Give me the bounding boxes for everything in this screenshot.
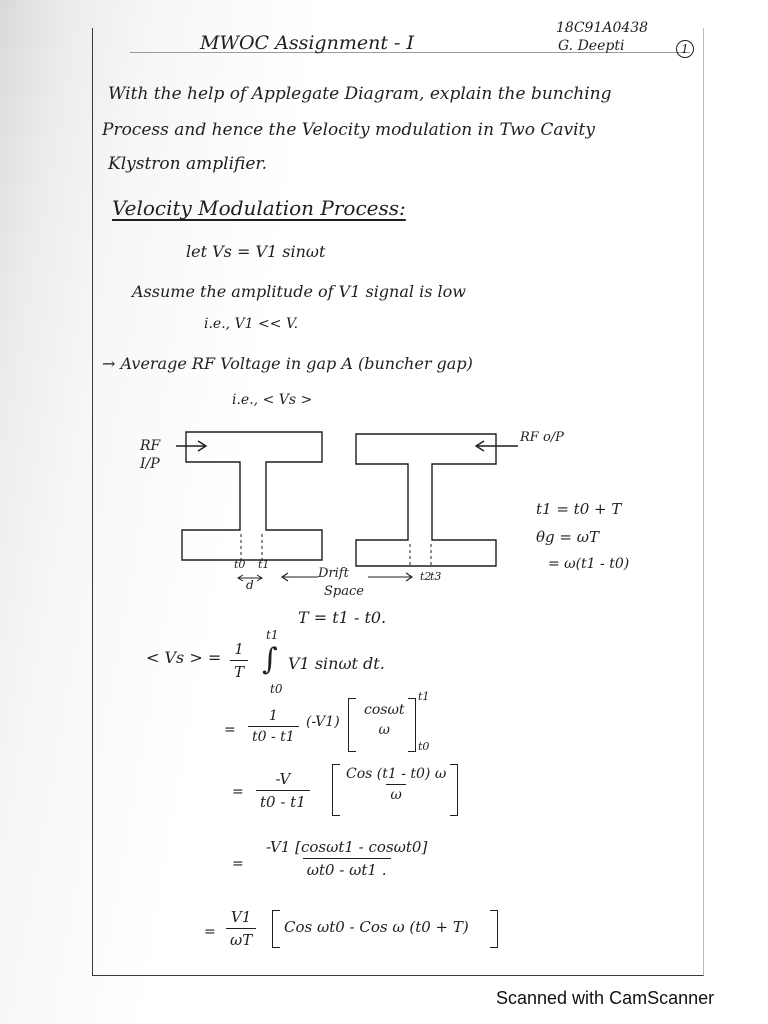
equals-sign-4: = xyxy=(204,924,216,940)
question-line-2: Process and hence the Velocity modulation in Two Cavity xyxy=(102,120,595,140)
step0-denominator: T xyxy=(230,660,248,681)
step1-inner-numerator: cosωt xyxy=(364,702,405,718)
side-equation-2: θg = ωT xyxy=(536,528,599,546)
t3-label: t3 xyxy=(430,570,442,583)
buncher-cavity xyxy=(182,432,322,560)
page-title: MWOC Assignment - I xyxy=(200,32,414,54)
assumption-line: Assume the amplitude of V1 signal is low xyxy=(132,282,466,301)
avg-voltage-lhs: < Vs > = xyxy=(146,648,222,667)
right-bracket-4 xyxy=(490,910,498,948)
page-number: 1 xyxy=(676,40,694,58)
step4-bracket-content: Cos ωt0 - Cos ω (t0 + T) xyxy=(284,918,469,936)
average-voltage-symbol: i.e., < Vs > xyxy=(232,392,313,408)
small-signal-condition: i.e., V1 << V. xyxy=(204,316,299,332)
t1-label: t1 xyxy=(258,558,270,571)
equals-sign-1: = xyxy=(224,722,236,738)
right-bracket-2 xyxy=(450,764,458,816)
equals-sign-2: = xyxy=(232,784,244,800)
side-equation-1: t1 = t0 + T xyxy=(536,500,622,518)
step2-inner-denominator: ω xyxy=(386,784,405,803)
drift-left-arrow xyxy=(282,573,318,581)
step1-inner-fraction xyxy=(360,702,409,738)
step3-fraction xyxy=(262,838,431,879)
rf-output-label: RF o/P xyxy=(520,430,564,445)
step1-numerator: 1 xyxy=(268,708,278,724)
t2-label: t2 xyxy=(420,570,432,583)
gap-d-label: d xyxy=(246,578,254,592)
rf-input-label-2: I/P xyxy=(140,456,160,472)
eval-lower-limit: t0 xyxy=(418,740,430,753)
integral-sign: ∫ xyxy=(262,642,278,677)
roll-number: 18C91A0438 xyxy=(556,20,649,36)
step1-factor: (-V1) xyxy=(306,714,340,730)
transit-time-definition: T = t1 - t0. xyxy=(298,608,387,627)
equals-sign-3: = xyxy=(232,856,244,872)
step1-denominator: t0 - t1 xyxy=(248,726,299,745)
drift-right-arrow xyxy=(368,573,412,581)
catcher-cavity xyxy=(356,434,496,566)
step4-fraction xyxy=(226,908,256,949)
eval-upper-limit: t1 xyxy=(418,690,430,703)
step2-inner-numerator: Cos (t1 - t0) ω xyxy=(346,766,447,782)
right-bracket-1 xyxy=(408,698,416,752)
step3-numerator: -V1 [cosωt1 - cosωt0] xyxy=(266,838,428,856)
question-line-1: With the help of Applegate Diagram, explain the bunching xyxy=(108,84,612,104)
section-heading: Velocity Modulation Process: xyxy=(112,196,406,220)
step0-fraction xyxy=(230,640,248,681)
camscanner-watermark: Scanned with CamScanner xyxy=(496,988,715,1008)
step1-fraction xyxy=(248,708,299,745)
rf-input-arrow xyxy=(176,441,206,451)
rf-input-label: RF xyxy=(140,438,161,454)
left-bracket-2 xyxy=(332,764,340,816)
question-line-3: Klystron amplifier. xyxy=(108,154,268,174)
side-equation-3: = ω(t1 - t0) xyxy=(548,556,630,572)
signal-definition: let Vs = V1 sinωt xyxy=(186,242,326,261)
step2-inner-fraction xyxy=(342,766,450,803)
step1-inner-denominator: ω xyxy=(378,722,390,738)
integral-upper-limit: t1 xyxy=(266,628,279,642)
left-bracket-4 xyxy=(272,910,280,948)
student-name: G. Deepti xyxy=(558,38,625,54)
step3-denominator: ωt0 - ωt1 . xyxy=(303,858,391,879)
step2-denominator: t0 - t1 xyxy=(256,790,310,811)
step2-numerator: -V xyxy=(275,770,291,788)
step0-numerator: 1 xyxy=(234,640,244,658)
drift-label: Drift xyxy=(318,566,349,581)
step2-fraction xyxy=(256,770,310,811)
left-bracket-1 xyxy=(348,698,356,752)
step4-denominator: ωT xyxy=(226,928,256,949)
average-voltage-line: → Average RF Voltage in gap A (buncher gap) xyxy=(102,354,473,373)
t0-label: t0 xyxy=(234,558,246,571)
space-label: Space xyxy=(324,584,364,599)
rf-output-arrow xyxy=(476,441,518,451)
integrand: V1 sinωt dt. xyxy=(288,654,385,673)
step4-numerator: V1 xyxy=(230,908,252,926)
integral-lower-limit: t0 xyxy=(270,682,283,696)
